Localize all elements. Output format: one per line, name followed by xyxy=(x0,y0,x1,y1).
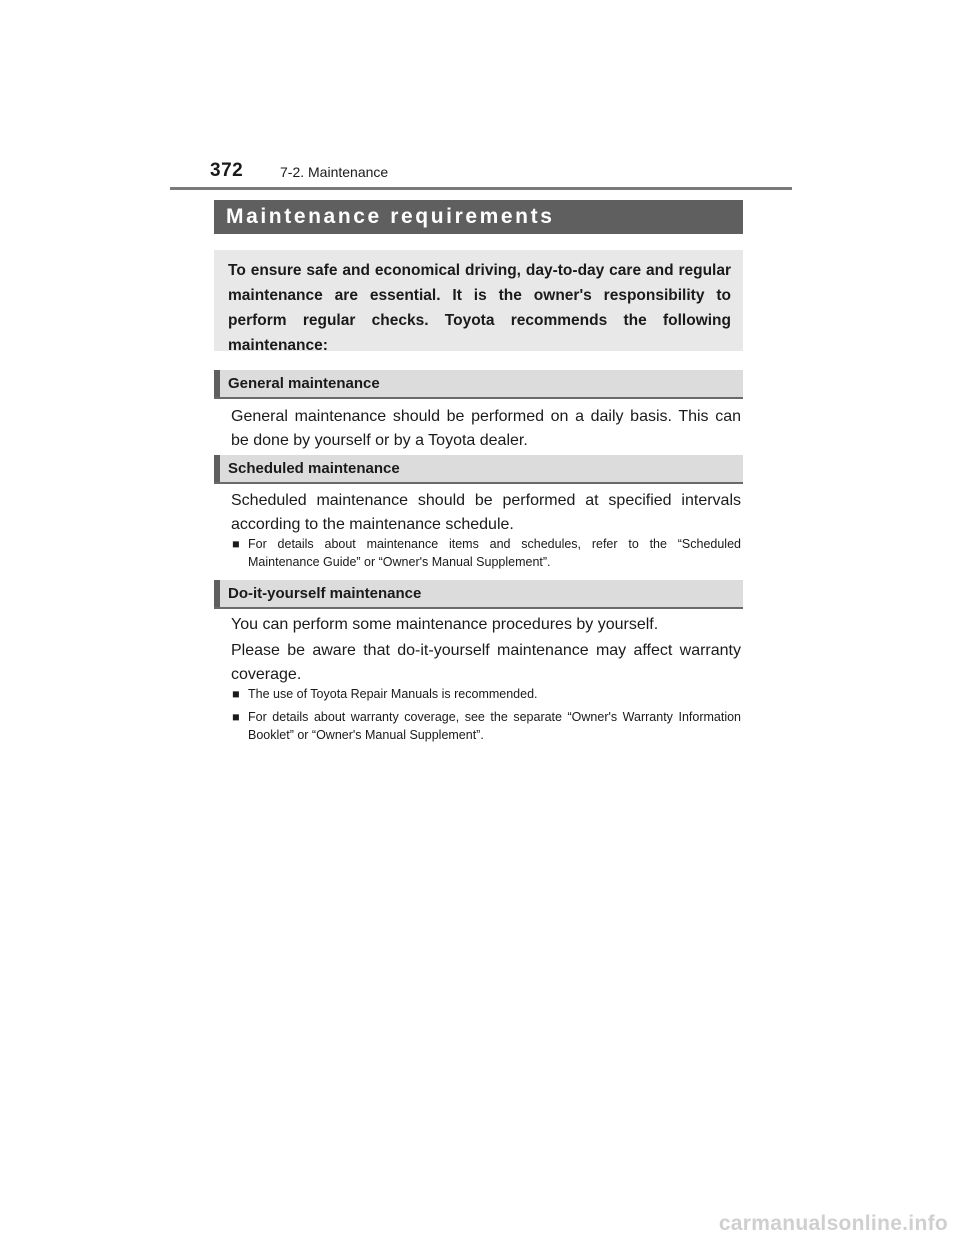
diy-maintenance-note-2: For details about warranty coverage, see the separate “Owner's Warranty Information Booklet” or “Owner's Manual Supplement”. xyxy=(248,710,741,742)
note-bullet-icon: ■ xyxy=(232,710,240,724)
general-maintenance-body: General maintenance should be performed on a daily basis. This can be done by yourself or by a Toyota dealer. xyxy=(231,408,741,449)
intro-text: To ensure safe and economical driving, day-to-day care and regular maintenance are essential. It is the owner's responsibility to perform regular checks. Toyota recommends the following maintenance: xyxy=(228,262,731,354)
note-bullet-icon: ■ xyxy=(232,687,240,701)
intro-box xyxy=(214,250,743,354)
header-divider xyxy=(170,187,792,190)
diy-maintenance-body-2: Please be aware that do-it-yourself maintenance may affect warranty coverage. xyxy=(231,642,741,683)
page-header xyxy=(170,156,792,190)
general-maintenance-heading: General maintenance xyxy=(214,370,743,397)
scheduled-maintenance-heading: Scheduled maintenance xyxy=(214,455,743,482)
page-number: 372 xyxy=(210,160,244,181)
watermark: carmanualsonline.info xyxy=(718,1212,948,1235)
note-bullet-icon: ■ xyxy=(232,537,240,551)
diy-maintenance-heading: Do-it-yourself maintenance xyxy=(214,580,743,607)
scheduled-maintenance-body: Scheduled maintenance should be performed at specified intervals according to the maintenance schedule. xyxy=(231,492,741,533)
page-title: Maintenance requirements xyxy=(214,200,743,234)
diy-maintenance-body-1: You can perform some maintenance procedures by yourself. xyxy=(231,616,659,633)
scheduled-maintenance-note: For details about maintenance items and schedules, refer to the “Scheduled Maintenance Guide” or “Owner's Manual Supplement”. xyxy=(248,537,741,569)
section-reference: 7-2. Maintenance xyxy=(280,164,389,180)
diy-maintenance-note-1: The use of Toyota Repair Manuals is recommended. xyxy=(248,687,538,701)
